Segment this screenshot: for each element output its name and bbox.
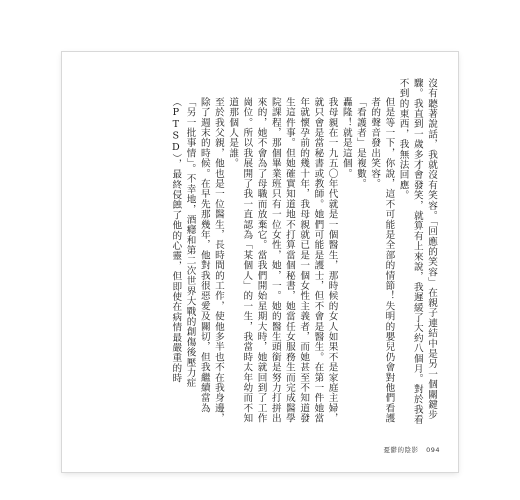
paragraph: 轟隆！就是這個。	[340, 97, 352, 179]
paragraph: 沒有聽著說話，我就沒有笑容。「回應的笑容」在親子連結中是另一個關鍵步驟。我直到一歲多才會發笑，就算有上來說，我遲緩了大約八個月。對於我看不到的東西，我無法回應。	[397, 78, 437, 425]
paragraph: 我母親在一九五〇年代就是一個醫生，那時候的女人如果不是家庭主婦，就只會是當秘書或教師。她們可能是護士，但不會是醫生。在第一件她當年就懷孕前的幾十年，我母親就已是一個女性主義者，而她甚至不知道發生這件事。但她確實知道地不打算當個秘書，她當任女服務生而完成醫學院課程，那個畢業班只有一位女性，她，一。她的醫生頭銜是努力打拼出來的，她不會為了母職而放棄它。當我們開始星期大時，她就回到了工作崗位。所以我展開了我一直認為「某個人」的一生，我當時太年幼而不知道那個人是誰。	[227, 97, 338, 424]
paragraph: 但是等一下，你說，這不可能是全部的情節！失明的嬰兒仍會對他們看護者的聲音發出笑容。	[369, 97, 395, 424]
book-page	[62, 52, 458, 472]
paragraph: 「看護者」是複數。	[354, 97, 366, 189]
page-number: 094	[426, 446, 440, 454]
page-footer	[384, 445, 441, 454]
running-title: 憂鬱的陰影	[383, 446, 419, 454]
vertical-text-body	[168, 78, 438, 428]
paragraph: 至於我父親，他也是一位醫生，長時間的工作，使他多半也不在我身邊，除了週末的時候。在早先那幾年，他對我很惡愛及關切，但我繼續當為「另一批事情」。不幸地，酒癮和第二次世界大戰的創傷後壓力症（PTSD），最終侵蝕了他的心靈，但即使在病情最嚴重的時	[170, 97, 224, 424]
